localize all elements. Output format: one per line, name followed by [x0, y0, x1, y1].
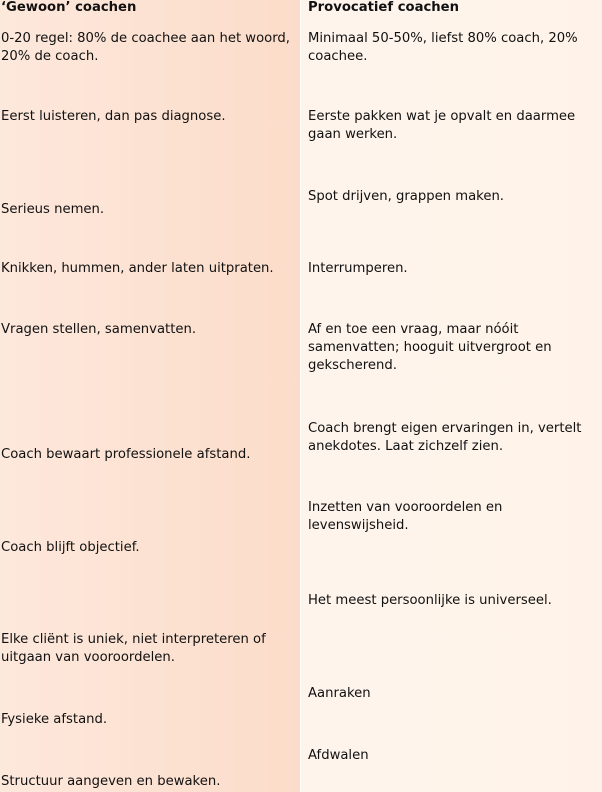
table-cell: Inzetten van vooroordelen en levenswijsheid. [308, 500, 503, 533]
table-cell: Serieus nemen. [1, 202, 105, 217]
column-header-provocatief: Provocatief coachen [308, 0, 460, 15]
table-cell: Knikken, hummen, ander laten uitpraten. [1, 261, 274, 276]
table-cell: Elke cliënt is uniek, niet interpreteren of uitgaan van vooroordelen. [1, 632, 266, 665]
table-cell: Fysieke afstand. [1, 712, 108, 727]
table-cell: Coach blijft objectief. [1, 540, 140, 555]
column-gewoon-coachen [0, 0, 300, 792]
table-cell: Structuur aangeven en bewaken. [1, 774, 221, 789]
column-provocatief-coachen [301, 0, 602, 792]
table-cell: Afdwalen [308, 748, 369, 763]
table-cell: Minimaal 50-50%, liefst 80% coach, 20% coachee. [308, 31, 578, 64]
table-cell: Af en toe een vraag, maar nóóit samenvatten; hooguit uitvergroot en gekscherend. [308, 322, 552, 373]
table-cell: Eerste pakken wat je opvalt en daarmee gaan werken. [308, 109, 576, 142]
table-cell: Vragen stellen, samenvatten. [1, 322, 197, 337]
table-cell: 0-20 regel: 80% de coachee aan het woord, 20% de coach. [1, 31, 290, 64]
table-cell: Aanraken [308, 686, 371, 701]
column-header-gewoon: ‘Gewoon’ coachen [1, 0, 137, 15]
table-cell: Interrumperen. [308, 261, 408, 276]
table-cell: Coach bewaart professionele afstand. [1, 447, 251, 462]
table-cell: Coach brengt eigen ervaringen in, vertelt anekdotes. Laat zichzelf zien. [308, 421, 582, 454]
table-cell: Spot drijven, grappen maken. [308, 189, 504, 204]
table-cell: Het meest persoonlijke is universeel. [308, 593, 552, 608]
table-cell: Eerst luisteren, dan pas diagnose. [1, 109, 226, 124]
